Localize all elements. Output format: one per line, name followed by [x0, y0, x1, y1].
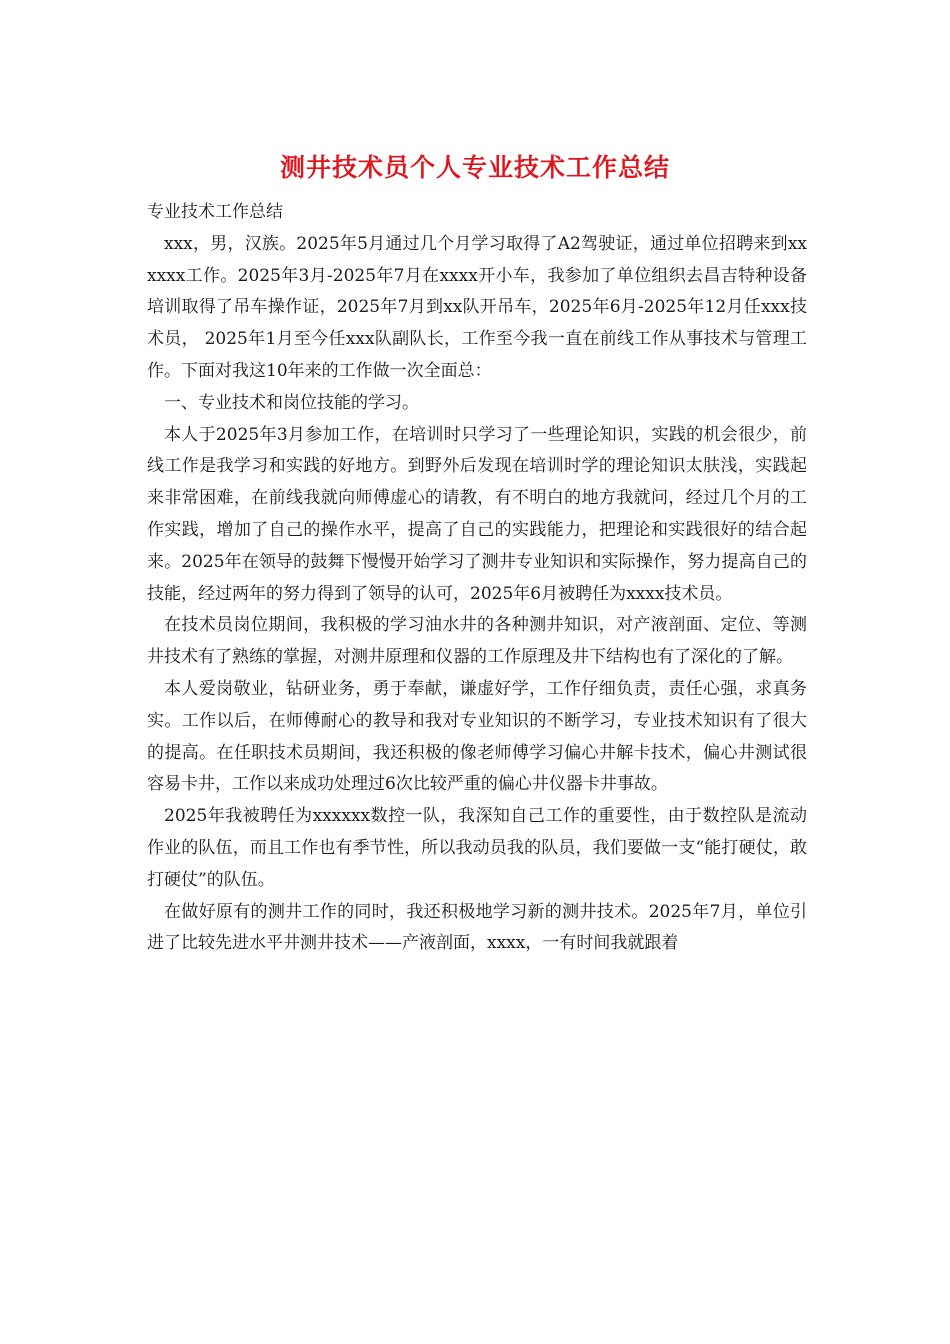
document-body [147, 197, 807, 960]
paragraph: xxx，男，汉族。2025年5月通过几个月学习取得了A2驾驶证，通过单位招聘来到xxxxxx工作。2025年3月-2025年7月在xxxx开小车，我参加了单位组织去昌吉特种设备培训取得了吊车操作证，2025年7月到xx队开吊车，2025年6月-2025年12月任xxx技术员， 2025年1月至今任xxx队副队长，工作至今我一直在前线工作从事技术与管理工作。下面对我这10年来的工作做一次全面总： [147, 233, 807, 381]
paragraph: 本人于2025年3月参加工作，在培训时只学习了一些理论知识，实践的机会很少，前线工作是我学习和实践的好地方。到野外后发现在培训时学的理论知识太肤浅，实践起来非常困难，在前线我就向师傅虚心的请教，有不明白的地方我就问，经过几个月的工作实践，增加了自己的操作水平，提高了自己的实践能力，把理论和实践很好的结合起来。2025年在领导的鼓舞下慢慢开始学习了测井专业知识和实际操作，努力提高自己的技能，经过两年的努力得到了领导的认可，2025年6月被聘任为xxxx技术员。 [147, 424, 807, 604]
section-heading: 一、专业技术和岗位技能的学习。 [164, 392, 419, 413]
paragraph: 2025年我被聘任为xxxxxx数控一队，我深知自己工作的重要性，由于数控队是流动作业的队伍，而且工作也有季节性，所以我动员我的队员，我们要做一支“能打硬仗，敢打硬仗”的队伍。 [147, 806, 807, 890]
document-subtitle: 专业技术工作总结 [147, 202, 283, 222]
document-title: 测井技术员个人专业技术工作总结 [279, 153, 670, 182]
paragraph: 在做好原有的测井工作的同时，我还积极地学习新的测井技术。2025年7月，单位引进了比较先进水平井测井技术——产液剖面，xxxx，一有时间我就跟着 [147, 901, 807, 954]
paragraph: 在技术员岗位期间，我积极的学习油水井的各种测井知识，对产液剖面、定位、等测井技术有了熟练的掌握，对测井原理和仪器的工作原理及井下结构也有了深化的了解。 [147, 615, 807, 668]
paragraph: 本人爱岗敬业，钻研业务，勇于奉献，谦虚好学，工作仔细负责，责任心强，求真务实。工作以后，在师傅耐心的教导和我对专业知识的不断学习，专业技术知识有了很大的提高。在任职技术员期间，我还积极的像老师傅学习偏心井解卡技术，偏心井测试很容易卡井，工作以来成功处理过6次比较严重的偏心井仪器卡井事故。 [147, 678, 807, 795]
